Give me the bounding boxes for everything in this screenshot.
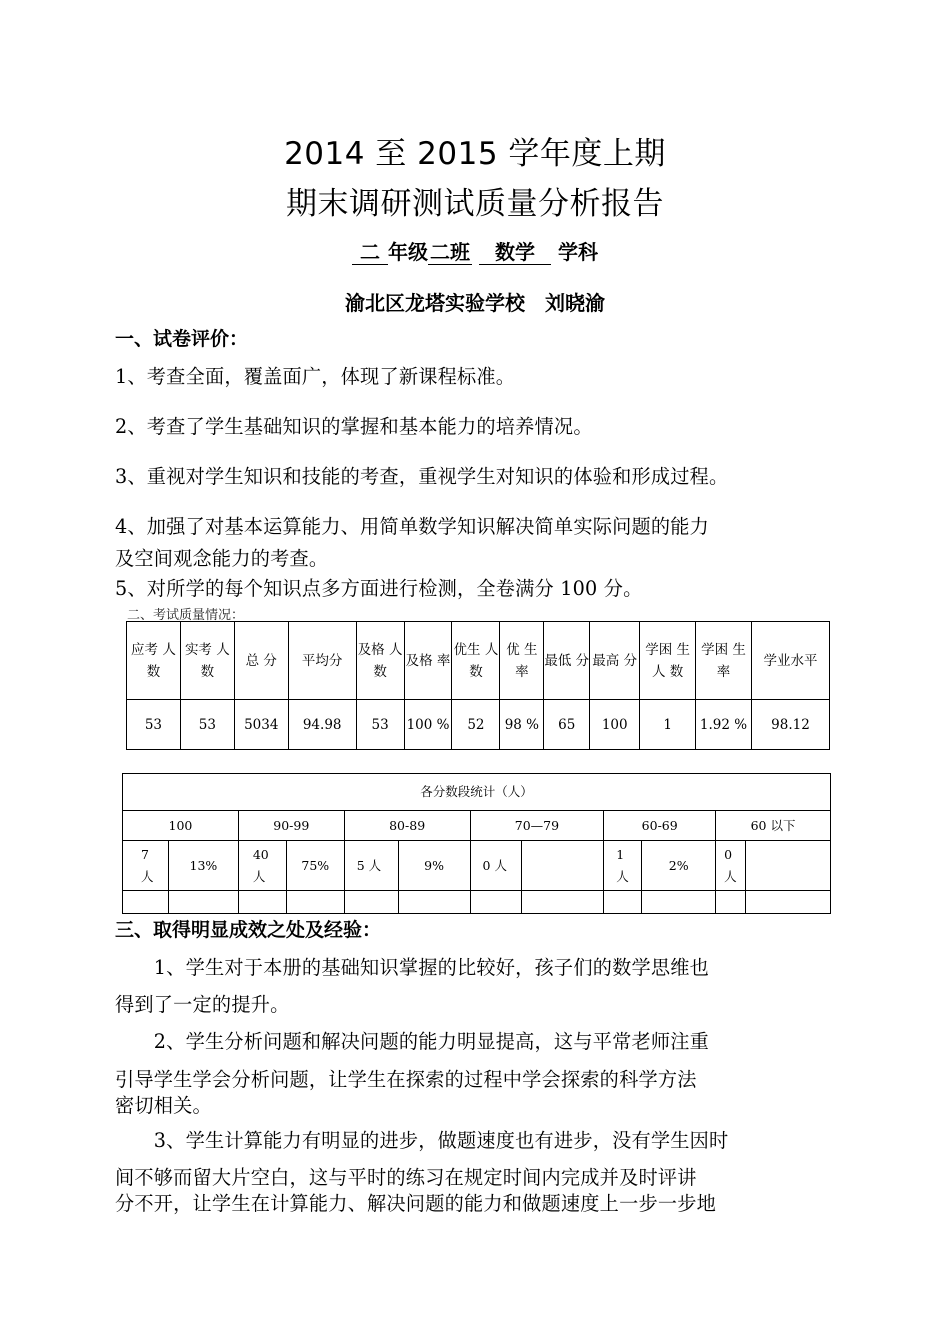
dist-range: 70—79 bbox=[470, 811, 604, 841]
grade-value: 二 bbox=[352, 240, 388, 265]
section3-line: 3、学生计算能力有明显的进步，做题速度也有进步，没有学生因时 bbox=[115, 1129, 729, 1152]
empty-cell bbox=[642, 891, 716, 914]
dist-count: 40 人 bbox=[238, 841, 286, 891]
section1-item: 1、考查全面，覆盖面广，体现了新课程标准。 bbox=[115, 365, 516, 388]
dist-range: 80-89 bbox=[344, 811, 470, 841]
dist-count: 0 人 bbox=[716, 841, 746, 891]
dist-pct: 9% bbox=[398, 841, 470, 891]
value-cell: 98.12 bbox=[751, 700, 829, 750]
header-cell: 最低 分 bbox=[544, 622, 590, 700]
section3-heading: 三、取得明显成效之处及经验： bbox=[115, 919, 382, 941]
dist-pct bbox=[522, 841, 604, 891]
empty-cell bbox=[398, 891, 470, 914]
empty-cell bbox=[123, 891, 169, 914]
header-cell: 最高 分 bbox=[590, 622, 640, 700]
header-cell: 优生 人数 bbox=[452, 622, 500, 700]
dist-empty-row bbox=[123, 891, 831, 914]
section1-item: 3、重视对学生知识和技能的考查，重视学生对知识的体验和形成过程。 bbox=[115, 465, 729, 488]
dist-count-row bbox=[123, 841, 831, 891]
empty-cell bbox=[522, 891, 604, 914]
value-cell: 53 bbox=[127, 700, 181, 750]
title-line-2: 期末调研测试质量分析报告 bbox=[286, 186, 664, 222]
dist-title-row bbox=[123, 774, 831, 811]
value-cell: 5034 bbox=[234, 700, 288, 750]
header-cell: 学业水平 bbox=[751, 622, 829, 700]
subject-line bbox=[0, 236, 950, 265]
dist-count: 7 人 bbox=[123, 841, 169, 891]
value-cell: 1.92 % bbox=[696, 700, 752, 750]
dist-range: 100 bbox=[123, 811, 239, 841]
section3-line: 2、学生分析问题和解决问题的能力明显提高，这与平常老师注重 bbox=[115, 1030, 710, 1053]
section3-line: 得到了一定的提升。 bbox=[115, 993, 290, 1016]
section1-heading: 一、试卷评价： bbox=[115, 328, 249, 350]
dist-range: 90-99 bbox=[238, 811, 344, 841]
value-cell: 1 bbox=[640, 700, 696, 750]
header-cell: 及格 率 bbox=[404, 622, 452, 700]
section1-item: 及空间观念能力的考查。 bbox=[115, 547, 329, 570]
header-cell: 学困 生率 bbox=[696, 622, 752, 700]
empty-cell bbox=[716, 891, 746, 914]
author-line: 渝北区龙塔实验学校 刘晓渝 bbox=[345, 291, 605, 315]
section3-line: 1、学生对于本册的基础知识掌握的比较好，孩子们的数学思维也 bbox=[115, 956, 710, 979]
section3-line: 密切相关。 bbox=[115, 1094, 212, 1117]
dist-range: 60-69 bbox=[604, 811, 716, 841]
dist-range: 60 以下 bbox=[716, 811, 831, 841]
quality-header-row bbox=[127, 622, 830, 700]
grade-suffix: 年级 bbox=[388, 240, 429, 264]
empty-cell bbox=[344, 891, 398, 914]
section3-line: 引导学生学会分析问题，让学生在探索的过程中学会探索的科学方法 bbox=[115, 1068, 697, 1091]
empty-cell bbox=[286, 891, 344, 914]
value-cell: 52 bbox=[452, 700, 500, 750]
section2-heading: 二、考试质量情况： bbox=[127, 608, 245, 623]
subject-value: 数学 bbox=[479, 240, 551, 265]
value-cell: 98 % bbox=[500, 700, 544, 750]
section1-item: 2、考查了学生基础知识的掌握和基本能力的培养情况。 bbox=[115, 415, 593, 438]
header-cell: 平均分 bbox=[288, 622, 356, 700]
empty-cell bbox=[470, 891, 522, 914]
quality-table bbox=[126, 621, 830, 750]
empty-cell bbox=[604, 891, 642, 914]
section1-item: 5、对所学的每个知识点多方面进行检测，全卷满分 100 分。 bbox=[115, 577, 643, 600]
class-value: 二班 bbox=[430, 240, 471, 264]
dist-pct: 2% bbox=[642, 841, 716, 891]
subject-suffix: 学科 bbox=[557, 240, 598, 264]
dist-pct bbox=[746, 841, 831, 891]
header-cell: 优 生 率 bbox=[500, 622, 544, 700]
section1-item: 4、加强了对基本运算能力、用简单数学知识解决简单实际问题的能力 bbox=[115, 515, 710, 538]
value-cell: 94.98 bbox=[288, 700, 356, 750]
empty-cell bbox=[168, 891, 238, 914]
dist-range-row bbox=[123, 811, 831, 841]
section3-line: 间不够而留大片空白，这与平时的练习在规定时间内完成并及时评讲 bbox=[115, 1166, 697, 1189]
value-cell: 100 % bbox=[404, 700, 452, 750]
header-cell: 总 分 bbox=[234, 622, 288, 700]
value-cell: 100 bbox=[590, 700, 640, 750]
value-cell: 53 bbox=[356, 700, 404, 750]
value-cell: 53 bbox=[180, 700, 234, 750]
empty-cell bbox=[238, 891, 286, 914]
section3-line: 分不开，让学生在计算能力、解决问题的能力和做题速度上一步一步地 bbox=[115, 1192, 717, 1215]
header-cell: 实考 人数 bbox=[180, 622, 234, 700]
value-cell: 65 bbox=[544, 700, 590, 750]
title-line-1: 2014 至 2015 学年度上期 bbox=[284, 136, 666, 172]
header-cell: 应考 人数 bbox=[127, 622, 181, 700]
empty-cell bbox=[746, 891, 831, 914]
dist-count: 5 人 bbox=[344, 841, 398, 891]
header-cell: 及格 人数 bbox=[356, 622, 404, 700]
dist-pct: 13% bbox=[168, 841, 238, 891]
dist-title: 各分数段统计（人） bbox=[123, 774, 831, 811]
quality-value-row bbox=[127, 700, 830, 750]
dist-pct: 75% bbox=[286, 841, 344, 891]
score-distribution-table bbox=[122, 773, 831, 914]
dist-count: 1 人 bbox=[604, 841, 642, 891]
dist-count: 0 人 bbox=[470, 841, 522, 891]
header-cell: 学困 生人 数 bbox=[640, 622, 696, 700]
